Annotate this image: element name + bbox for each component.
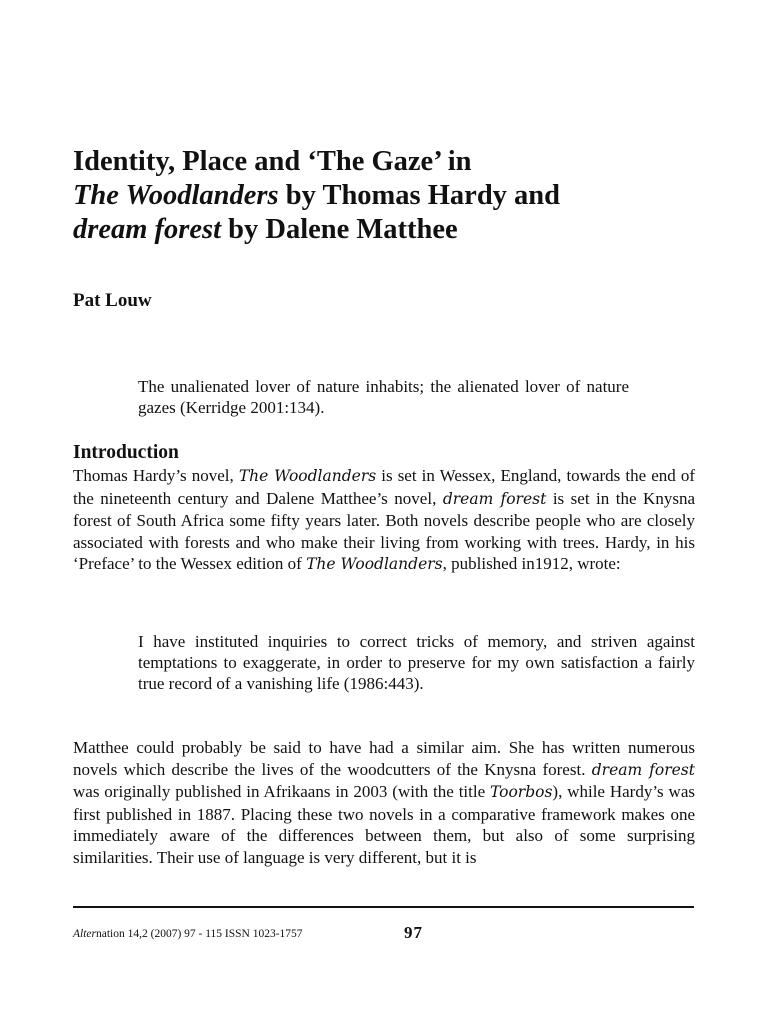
journal-citation (73, 926, 303, 942)
block-quote: I have instituted inquiries to correct tricks of memory, and striven against temptations to exaggerate, in order to preserve for my own satisfaction a fairly true record of a vanishing life (1986:443). (138, 632, 695, 693)
epigraph: The unalienated lover of nature inhabits; the alienated lover of nature gazes (Kerridge 2001:134). (138, 377, 629, 417)
section-heading: Introduction (73, 442, 179, 463)
author-name: Pat Louw (73, 290, 152, 311)
title-line-2-rest: by Thomas Hardy and (278, 180, 561, 211)
paragraph-2-text-a: Matthee could probably be said to have had a similar aim. She has written numerous novels which describe the lives of the woodcutters of the Knysna forest. (73, 738, 695, 779)
paragraph-2 (73, 737, 695, 868)
journal-name-italic: Alter (73, 928, 96, 940)
paragraph-2-text-b: was originally published in Afrikaans in 2003 (with the title (73, 782, 490, 801)
paragraph-1-italic-c: The Woodlanders (306, 555, 443, 573)
paragraph-1-text-d: , published in1912, wrote: (442, 554, 621, 573)
paragraph-2-italic-a: dream forest (591, 760, 695, 779)
title-line-1: Identity, Place and ‘The Gaze’ in (73, 146, 472, 177)
title-line-2 (73, 179, 693, 213)
title-line-3-rest: by Dalene Matthee (221, 214, 458, 245)
title-line-3 (73, 213, 693, 247)
paragraph-1-italic-b: dream forest (442, 489, 547, 508)
paragraph-2-text-c: ), while Hardy’s was first published in 1887. Placing these two novels in a comparative framework makes one immediately aware of the differences between them, but also of some surprising similarities. Their use of language is very different, but it is (73, 782, 695, 867)
title-work-1: The Woodlanders (73, 180, 279, 211)
journal-name-rest: nation 14,2 (2007) 97 - 115 ISSN 1023-1757 (96, 928, 303, 940)
paragraph-1-text-a: Thomas Hardy’s novel, (73, 466, 239, 485)
page-number: 97 (404, 923, 423, 942)
article-title (73, 145, 693, 247)
paragraph-2-italic-b: Toorbos (490, 783, 553, 801)
paragraph-1-text-b: is set in Wessex, England, towards the end of the nineteenth century and Dalene Matthee’s novel, (73, 466, 695, 508)
footer-divider (73, 906, 694, 908)
paragraph-1-text-c: is set in the Knysna forest of South Africa some fifty years later. Both novels describe people who are closely associated with forests and who make their living from working with trees. Hardy, in his ‘Preface’ to the Wessex edition of (73, 488, 695, 573)
title-work-2: dream forest (73, 214, 222, 245)
paragraph-1 (73, 465, 695, 576)
paragraph-1-italic-a: The Woodlanders (238, 467, 377, 485)
